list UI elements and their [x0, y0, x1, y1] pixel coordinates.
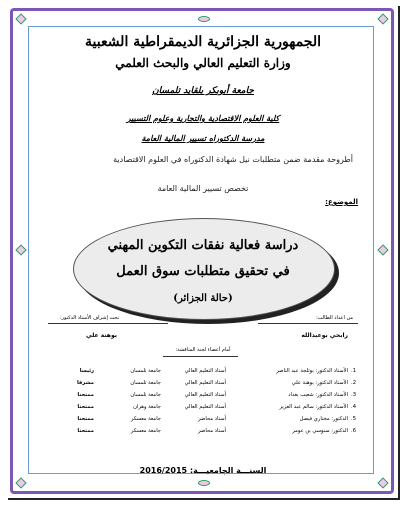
republic-heading: الجمهورية الجزائرية الديمقراطية الشعبية — [84, 34, 321, 50]
committee-label: أمام أعضاء لجنة المناقشة: — [175, 347, 231, 353]
subject-label: الموضوع: — [325, 198, 358, 206]
member-university: جامعة معسكر — [130, 416, 161, 422]
divider-left — [48, 323, 168, 324]
faculty-name: كلية العلوم الاقتصادية والتجارية وعلوم التسيير — [126, 114, 280, 123]
member-university: جامعة وهران — [133, 404, 161, 410]
committee-row — [68, 404, 356, 414]
member-role: ممتحنا — [77, 392, 94, 398]
committee-row — [68, 428, 356, 438]
member-role: ممتحنا — [77, 428, 94, 434]
thesis-title-line-1: دراسة فعالية نفقات التكوين المهني — [107, 238, 299, 253]
committee-row — [68, 416, 356, 426]
student-name: رابحي بوعبدالله — [301, 332, 348, 339]
member-number: 4. — [351, 404, 356, 410]
member-university: جامعة تلمسان — [130, 380, 161, 386]
committee-row — [68, 392, 356, 402]
member-rank: أستاذ التعليم العالي — [184, 404, 226, 410]
edge-ornament-top — [198, 16, 210, 22]
edge-ornament-bottom — [198, 480, 210, 486]
member-university: جامعة معسكر — [130, 428, 161, 434]
member-rank: أستاذ محاضر — [198, 428, 226, 434]
member-number: 5. — [351, 416, 356, 422]
member-number: 6. — [351, 428, 356, 434]
document-page — [8, 6, 400, 500]
member-rank: أستاذ التعليم العالي — [184, 368, 226, 374]
supervisor-name: بوهنة علي — [86, 332, 117, 339]
member-number: 1. — [351, 368, 356, 374]
ministry-heading: وزارة التعليم العالي والبحث العلمي — [115, 56, 291, 70]
member-university: جامعة تلمسان — [130, 392, 161, 398]
thesis-note: أطروحة مقدمة ضمن متطلبات نيل شهادة الدكتوراه في العلوم الاقتصادية — [113, 155, 353, 164]
member-rank: أستاذ محاضر — [198, 416, 226, 422]
academic-year: السنـــة الجامعيـــة: 2016/2015 — [139, 466, 267, 475]
member-number: 2. — [351, 380, 356, 386]
committee-divider — [163, 356, 238, 357]
student-label: من اعداد الطالب: — [316, 315, 353, 321]
doctoral-school-name: مدرسة الدكتوراه تسيير المالية العامة — [141, 134, 265, 143]
member-name: الأستاذ الدكتور: سالم عبد العزيز — [279, 404, 348, 410]
member-name: الدكتور: مختاري فيصل — [299, 416, 348, 422]
member-number: 3. — [351, 392, 356, 398]
member-role: ممتحنا — [77, 416, 94, 422]
member-rank: أستاذ التعليم العالي — [184, 392, 226, 398]
member-rank: أستاذ التعليم العالي — [184, 380, 226, 386]
member-role: رئيسا — [79, 368, 94, 374]
member-name: الدكتور: سنوسي بن عومر — [292, 428, 348, 434]
supervisor-label: تحت إشراف الأستاذ الدكتور: — [60, 315, 120, 321]
member-name: الأستاذ الدكتور: شعيب بغداد — [288, 392, 348, 398]
committee-row — [68, 368, 356, 378]
member-name: الأستاذ الدكتور: بوثلجة عبد الناصر — [276, 368, 348, 374]
thesis-title-case: (حالة الجزائر) — [173, 293, 233, 304]
committee-row — [68, 380, 356, 390]
member-role: مشرفا — [76, 380, 94, 386]
member-role: ممتحنا — [77, 404, 94, 410]
thesis-title-line-2: في تحقيق متطلبات سوق العمل — [116, 264, 290, 279]
university-name: جامعة أبوبكر بلقايد تلمسان — [152, 86, 254, 96]
specialization: تخصص تسيير المالية العامة — [157, 184, 249, 193]
member-name: الأستاذ الدكتور: بوهنة علي — [291, 380, 348, 386]
divider-right — [258, 323, 358, 324]
member-university: جامعة تلمسان — [130, 368, 161, 374]
